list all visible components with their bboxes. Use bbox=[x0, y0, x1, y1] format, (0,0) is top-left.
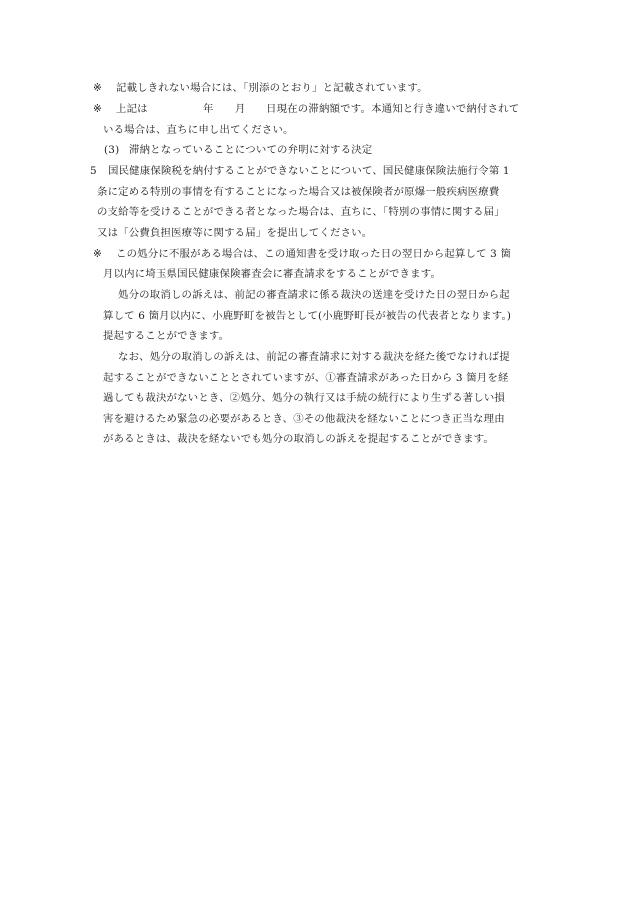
item-5-line4: 又は「公費負担医療等に関する届」を提出してください。 bbox=[97, 227, 373, 239]
item-5-line3: の支給等を受けることができる者となった場合は、直ちに、「特別の事情に関する届」 bbox=[97, 206, 505, 218]
appeal-para3-line4: 害を避けるため緊急の必要があるとき、③その他裁決を経ないことにつき正当な理由 bbox=[103, 413, 505, 425]
appeal-para3-line3: 過しても裁決がないとき、②処分、処分の執行又は手続の続行により生ずる著しい損 bbox=[103, 392, 506, 404]
item-3-text: 滞納となっていることについての弁明に対する決定 bbox=[129, 144, 373, 156]
appeal-para2-line3: 提起することができます。 bbox=[103, 330, 230, 342]
note-mark: ※ bbox=[93, 82, 102, 94]
appeal-note-line2: 月以内に埼玉県国民健康保険審査会に審査請求をすることができます。 bbox=[103, 268, 442, 280]
appeal-para3-line1: なお、処分の取消しの訴えは、前記の審査請求に対する裁決を経た後でなければ提 bbox=[118, 351, 510, 363]
note-arrears-line2: いる場合は、直ちに申し出てください。 bbox=[103, 124, 294, 136]
appeal-para3-line5: があるときは、裁決を経ないでも処分の取消しの訴えを提起することができます。 bbox=[103, 433, 495, 445]
note-mark: ※ bbox=[93, 103, 102, 115]
item-3-number: (3) bbox=[104, 144, 120, 156]
appeal-para3-line2: 起することができないこととされていますが、①審査請求があった日から 3 箇月を経 bbox=[103, 372, 509, 384]
note-arrears-year-label: 年 bbox=[203, 103, 214, 115]
note-appendix-text: 記載しきれない場合には、「別添のとおり」と記載されています。 bbox=[116, 82, 428, 94]
item-5-line2: 条に定める特別の事情を有することになった場合又は被保険者が原爆一般疾病医療費 bbox=[97, 186, 500, 198]
appeal-para2-line2: 算して 6 箇月以内に、小鹿野町を被告として(小鹿野町長が被告の代表者となります。) bbox=[103, 310, 512, 322]
item-5-line1: 国民健康保険税を納付することができないことについて、国民健康保険法施行令第 1 bbox=[108, 165, 510, 177]
note-mark: ※ bbox=[93, 248, 102, 260]
note-arrears-suffix: 日現在の滞納額です。本通知と行き違いで納付されて bbox=[266, 103, 520, 115]
note-arrears-prefix: 上記は bbox=[116, 103, 148, 115]
appeal-note-line1: この処分に不服がある場合は、この通知書を受け取った日の翌日から起算して 3 箇 bbox=[116, 248, 512, 260]
note-arrears-month-label: 月 bbox=[235, 103, 246, 115]
appeal-para2-line1: 処分の取消しの訴えは、前記の審査請求に係る裁決の送達を受けた日の翌日から起 bbox=[118, 289, 510, 301]
item-5-number: 5 bbox=[90, 165, 97, 177]
